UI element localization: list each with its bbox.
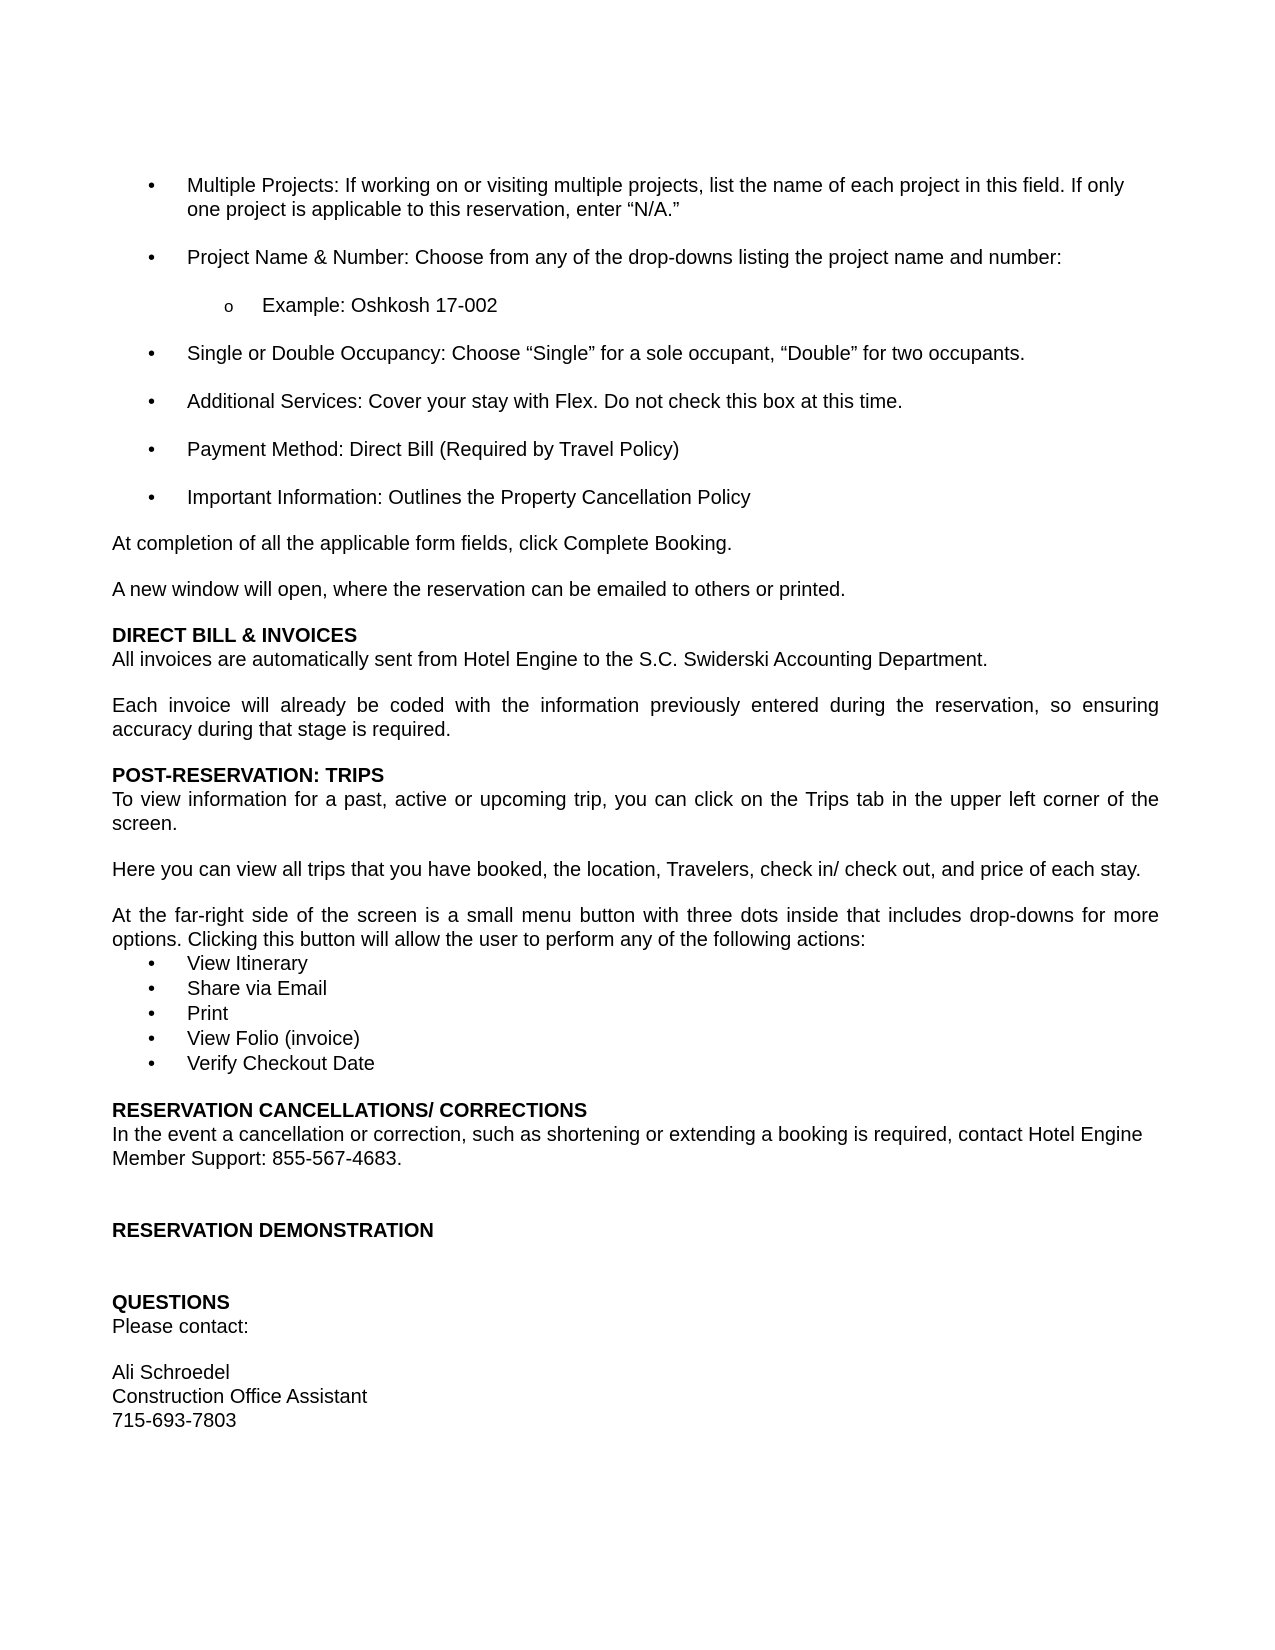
contact-name: Ali Schroedel [112, 1362, 230, 1384]
completion-paragraph: At completion of all the applicable form fields, click Complete Booking. [112, 533, 733, 555]
list-item-important-information: • Important Information: Outlines the Property Cancellation Policy [112, 486, 1159, 510]
post-reservation-heading: POST-RESERVATION: TRIPS [112, 765, 385, 787]
list-item-additional-services: • Additional Services: Cover your stay with Flex. Do not check this box at this time. [112, 390, 1159, 414]
list-item-print: • Print [112, 1002, 1159, 1026]
new-window-paragraph: A new window will open, where the reservation can be emailed to others or printed. [112, 579, 846, 601]
questions-heading: QUESTIONS [112, 1292, 230, 1314]
list-item-project-name-number: • Project Name & Number: Choose from any of the drop-downs listing the project name and number: [112, 246, 1159, 270]
document-page [112, 174, 1159, 1433]
form-fields-list-mid [112, 342, 1159, 510]
menu-actions-list [112, 952, 1159, 1076]
list-item-occupancy: • Single or Double Occupancy: Choose “Single” for a sole occupant, “Double” for two occupants. [112, 342, 1159, 366]
post-reservation-paragraph-3: At the far-right side of the screen is a small menu button with three dots inside that includes drop-downs for more options. Clicking this button will allow the user to perform any of the following actions: [112, 905, 1159, 951]
post-reservation-paragraph-2: Here you can view all trips that you have booked, the location, Travelers, check in/ check out, and price of each stay. [112, 859, 1142, 881]
cancellations-heading: RESERVATION CANCELLATIONS/ CORRECTIONS [112, 1100, 588, 1122]
questions-contact-line: Please contact: [112, 1316, 249, 1338]
contact-title: Construction Office Assistant [112, 1386, 368, 1408]
cancellations-paragraph: In the event a cancellation or correction, such as shortening or extending a booking is required, contact Hotel Engine Member Support: 855-567-4683. [112, 1124, 1143, 1170]
list-item-view-folio: • View Folio (invoice) [112, 1027, 1159, 1051]
form-fields-list-top [112, 174, 1159, 270]
list-item-view-itinerary: • View Itinerary [112, 952, 1159, 976]
sub-list-item-example: o Example: Oshkosh 17-002 [262, 295, 498, 317]
list-item-multiple-projects: • Multiple Projects: If working on or visiting multiple projects, list the name of each project in this field. If only one project is applicable to this reservation, enter “N/A.” [112, 174, 1159, 222]
list-item-share-via-email: • Share via Email [112, 977, 1159, 1001]
demonstration-heading: RESERVATION DEMONSTRATION [112, 1220, 434, 1242]
direct-bill-paragraph-2: Each invoice will already be coded with the information previously entered during the reservation, so ensuring accuracy during that stage is required. [112, 695, 1159, 741]
list-item-payment-method: • Payment Method: Direct Bill (Required by Travel Policy) [112, 438, 1159, 462]
post-reservation-paragraph-1: To view information for a past, active or upcoming trip, you can click on the Trips tab in the upper left corner of the screen. [112, 789, 1159, 835]
sub-list [112, 294, 1159, 318]
direct-bill-heading: DIRECT BILL & INVOICES [112, 625, 358, 647]
list-item-verify-checkout-date: • Verify Checkout Date [112, 1052, 1159, 1076]
contact-phone: 715-693-7803 [112, 1410, 237, 1432]
direct-bill-paragraph-1: All invoices are automatically sent from Hotel Engine to the S.C. Swiderski Accounting Department. [112, 649, 988, 671]
